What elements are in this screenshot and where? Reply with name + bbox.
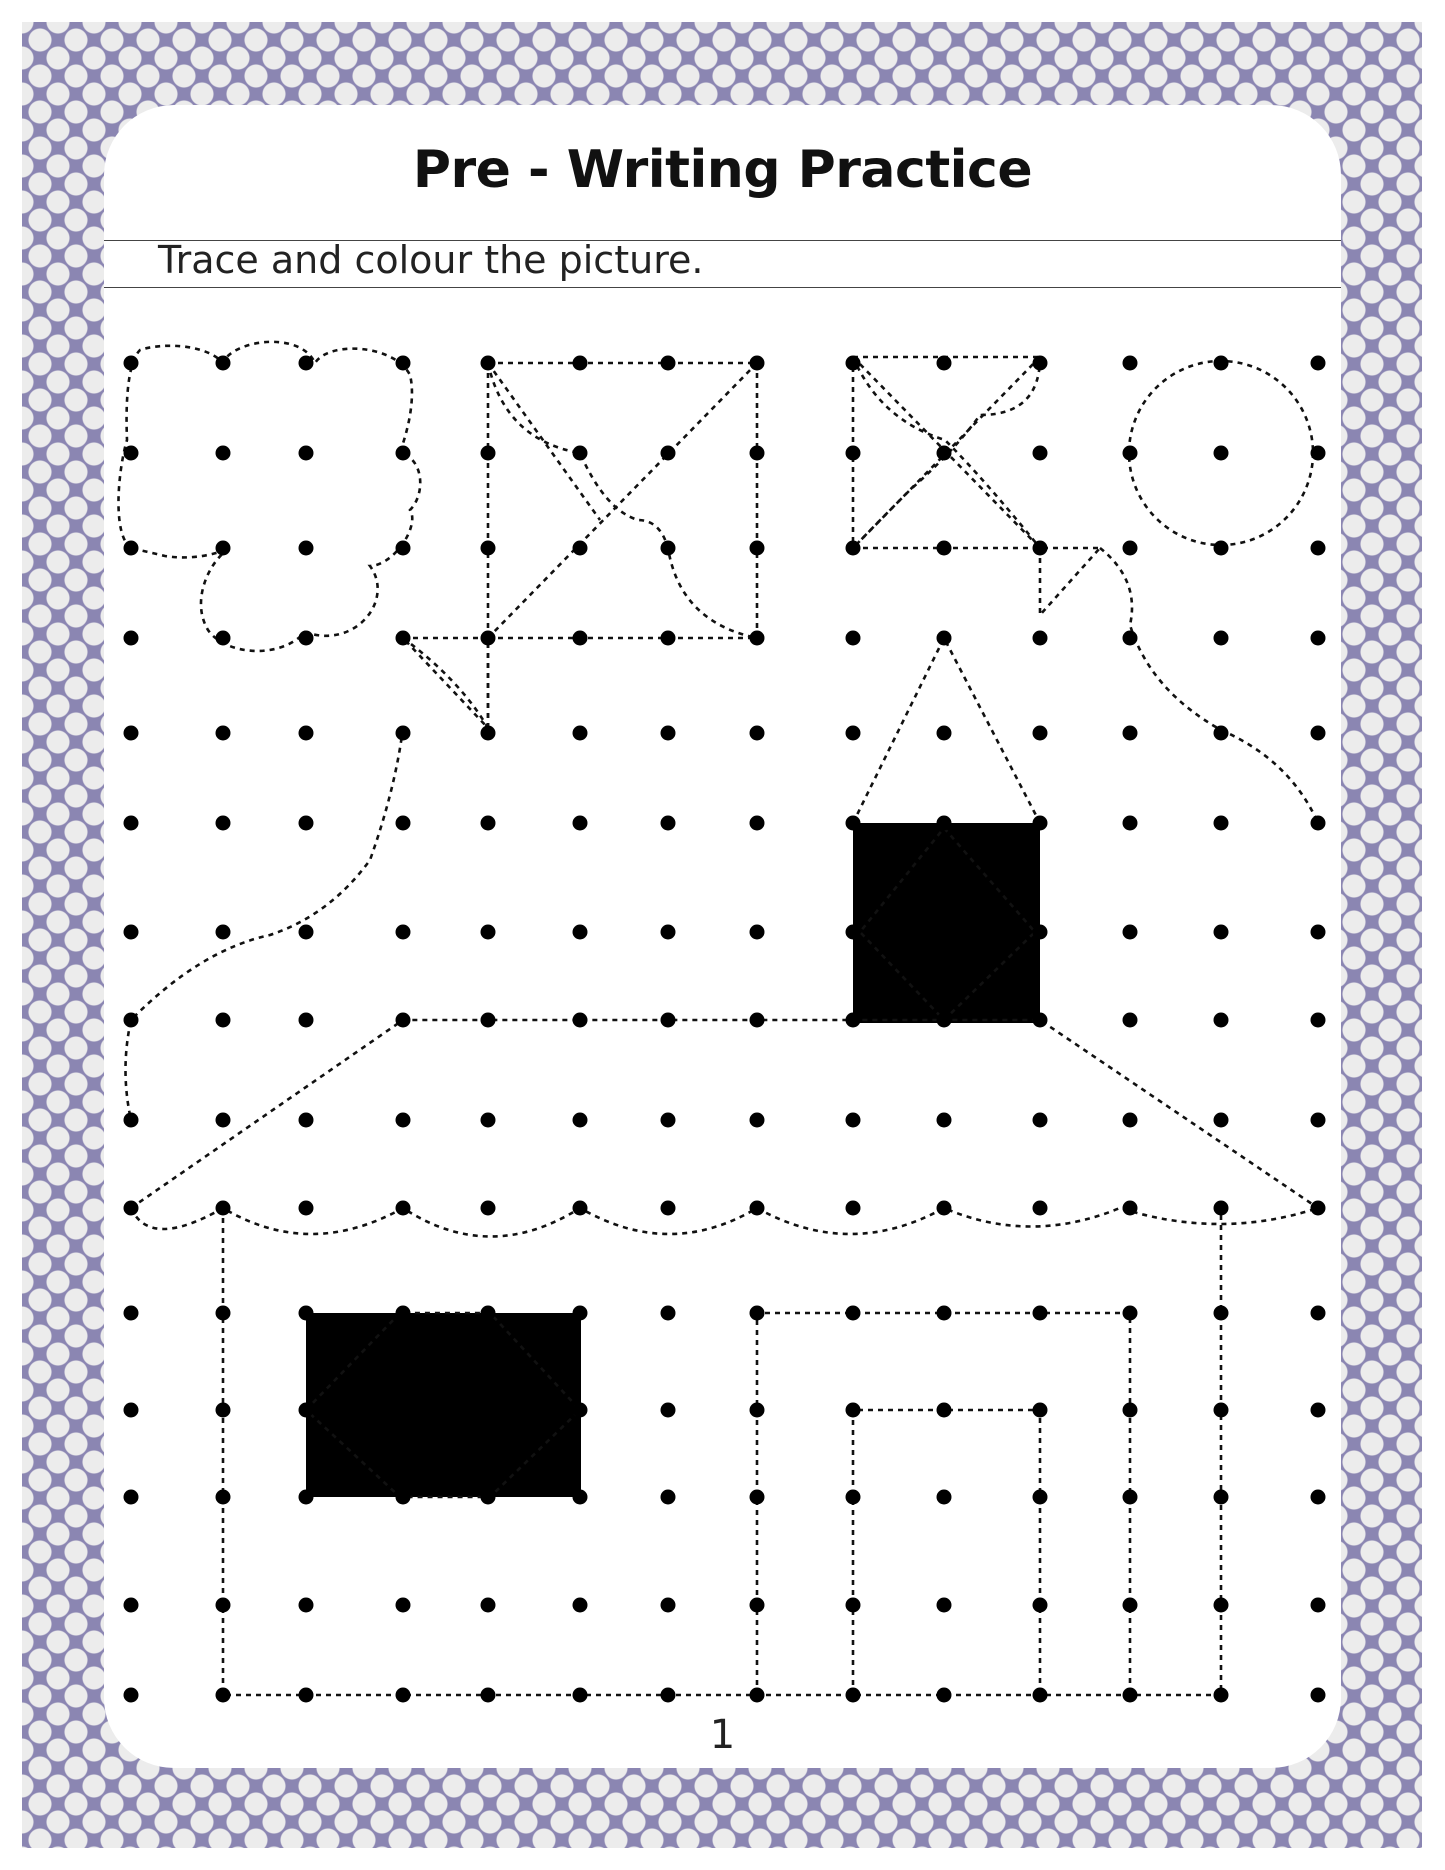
grid-dot <box>1123 1598 1138 1613</box>
grid-dot <box>1214 726 1229 741</box>
grid-dot <box>573 1490 588 1505</box>
grid-dot <box>299 925 314 940</box>
grid-dot <box>299 541 314 556</box>
grid-dot <box>396 541 411 556</box>
grid-dot <box>750 1201 765 1216</box>
grid-dot <box>1311 541 1326 556</box>
grid-dot <box>750 1598 765 1613</box>
grid-dot <box>299 1201 314 1216</box>
grid-dot <box>1311 1688 1326 1703</box>
grid-dot <box>937 925 952 940</box>
grid-dot <box>1033 816 1048 831</box>
grid-dot <box>846 1598 861 1613</box>
tower-body <box>853 823 1040 1023</box>
grid-dot <box>1033 925 1048 940</box>
grid-dot <box>299 1306 314 1321</box>
grid-dot <box>573 1688 588 1703</box>
grid-dot <box>750 1403 765 1418</box>
grid-dot <box>396 1113 411 1128</box>
grid-dot <box>1123 925 1138 940</box>
grid-dot <box>481 1113 496 1128</box>
grid-dot <box>846 631 861 646</box>
grid-dot <box>396 446 411 461</box>
grid-dot <box>216 541 231 556</box>
grid-dot <box>396 925 411 940</box>
grid-dot <box>661 726 676 741</box>
grid-dot <box>1123 1490 1138 1505</box>
grid-dot <box>1123 631 1138 646</box>
grid-dot <box>1214 541 1229 556</box>
grid-dot <box>937 726 952 741</box>
grid-dot <box>661 1598 676 1613</box>
cloud-shape <box>118 342 420 651</box>
grid-dot <box>124 1598 139 1613</box>
grid-dot <box>750 446 765 461</box>
grid-dot <box>1311 446 1326 461</box>
grid-dot <box>1033 1403 1048 1418</box>
grid-dot <box>661 541 676 556</box>
grid-dot <box>216 1201 231 1216</box>
grid-dot <box>846 356 861 371</box>
grid-dot <box>299 356 314 371</box>
grid-dot <box>1214 925 1229 940</box>
grid-dot <box>846 446 861 461</box>
grid-dot <box>937 446 952 461</box>
grid-dot <box>124 446 139 461</box>
grid-dot <box>396 1306 411 1321</box>
grid-dot <box>124 631 139 646</box>
grid-dot <box>661 446 676 461</box>
grid-dot <box>750 925 765 940</box>
grid-dot <box>750 356 765 371</box>
grid-dot <box>573 356 588 371</box>
grid-dot <box>216 1598 231 1613</box>
grid-dot <box>573 1013 588 1028</box>
grid-dot <box>481 631 496 646</box>
grid-dot <box>216 356 231 371</box>
grid-dot <box>481 1013 496 1028</box>
grid-dot <box>1033 356 1048 371</box>
grid-dot <box>299 1688 314 1703</box>
grid-dot <box>846 1403 861 1418</box>
kite-string-wave <box>126 728 404 1120</box>
grid-dot <box>216 1113 231 1128</box>
grid-dot <box>299 446 314 461</box>
grid-dot <box>750 1490 765 1505</box>
grid-dot <box>481 816 496 831</box>
grid-dot <box>846 1490 861 1505</box>
grid-dot <box>937 1113 952 1128</box>
grid-dot <box>937 1598 952 1613</box>
grid-dot <box>216 1688 231 1703</box>
window-frame <box>306 1313 581 1497</box>
grid-dot <box>1033 1201 1048 1216</box>
grid-dot <box>124 726 139 741</box>
grid-dot <box>750 816 765 831</box>
grid-dot <box>1123 816 1138 831</box>
grid-dot <box>846 1013 861 1028</box>
grid-dot <box>573 446 588 461</box>
instruction-text: Trace and colour the picture. <box>158 238 704 282</box>
grid-dot <box>1214 1201 1229 1216</box>
grid-dot <box>299 1598 314 1613</box>
grid-dot <box>299 726 314 741</box>
grid-dot <box>1123 1688 1138 1703</box>
grid-dot <box>573 726 588 741</box>
grid-dot <box>846 1306 861 1321</box>
grid-dot <box>937 1201 952 1216</box>
grid-dot <box>299 1403 314 1418</box>
grid-dot <box>937 1013 952 1028</box>
grid-dot <box>661 925 676 940</box>
tracing-lines <box>118 342 1318 1695</box>
grid-dot <box>299 631 314 646</box>
grid-dot <box>481 1403 496 1418</box>
grid-dot <box>396 816 411 831</box>
grid-dot <box>661 1688 676 1703</box>
grid-dot <box>299 816 314 831</box>
grid-dot <box>1311 1201 1326 1216</box>
grid-dot <box>1311 631 1326 646</box>
grid-dot <box>1214 1688 1229 1703</box>
grid-dot <box>396 1598 411 1613</box>
grid-dot <box>937 1688 952 1703</box>
grid-dot <box>1123 1306 1138 1321</box>
grid-dot <box>124 356 139 371</box>
grid-dot <box>481 1306 496 1321</box>
grid-dot <box>573 1403 588 1418</box>
grid-dot <box>216 816 231 831</box>
grid-dot <box>216 925 231 940</box>
grid-dot <box>937 816 952 831</box>
grid-dot <box>1033 1490 1048 1505</box>
grid-dot <box>216 1306 231 1321</box>
grid-dot <box>1033 1306 1048 1321</box>
grid-dot <box>846 925 861 940</box>
grid-dot <box>396 1490 411 1505</box>
grid-dot <box>481 1490 496 1505</box>
grid-dot <box>846 1688 861 1703</box>
grid-dot <box>124 925 139 940</box>
grid-dot <box>1033 446 1048 461</box>
grid-dot <box>124 1201 139 1216</box>
grid-dot <box>1123 1113 1138 1128</box>
grid-dot <box>750 1013 765 1028</box>
grid-dot <box>1033 1688 1048 1703</box>
grid-dot <box>396 1403 411 1418</box>
grid-dot <box>1214 631 1229 646</box>
grid-dot <box>1033 541 1048 556</box>
grid-dot <box>573 925 588 940</box>
grid-dot <box>750 541 765 556</box>
grid-dot <box>1214 1306 1229 1321</box>
grid-dot <box>1214 1403 1229 1418</box>
grid-dot <box>481 925 496 940</box>
grid-dot <box>1033 726 1048 741</box>
grid-dot <box>661 1013 676 1028</box>
grid-dot <box>573 541 588 556</box>
grid-dot <box>1123 1403 1138 1418</box>
grid-dot <box>124 1403 139 1418</box>
grid-dot <box>216 726 231 741</box>
grid-dot <box>481 726 496 741</box>
grid-dot <box>661 631 676 646</box>
grid-dot <box>124 1306 139 1321</box>
grid-dot <box>481 1688 496 1703</box>
grid-dot <box>216 631 231 646</box>
grid-dot <box>1214 1490 1229 1505</box>
grid-dot <box>299 1490 314 1505</box>
grid-dot <box>750 631 765 646</box>
kite-tail-wave <box>1100 548 1318 823</box>
grid-dot <box>396 1013 411 1028</box>
grid-dot <box>1311 726 1326 741</box>
grid-dot <box>396 1688 411 1703</box>
grid-dot <box>396 356 411 371</box>
worksheet-title: Pre - Writing Practice <box>412 140 1033 200</box>
grid-dot <box>1214 1113 1229 1128</box>
grid-dot <box>846 541 861 556</box>
grid-dot <box>661 1113 676 1128</box>
grid-dot <box>1033 631 1048 646</box>
grid-dot <box>1311 1598 1326 1613</box>
grid-dot <box>1214 1013 1229 1028</box>
grid-dot <box>937 1306 952 1321</box>
grid-dot <box>1311 1403 1326 1418</box>
grid-dot <box>661 816 676 831</box>
grid-dot <box>661 1490 676 1505</box>
grid-dot <box>661 356 676 371</box>
grid-dot <box>1214 356 1229 371</box>
grid-dot <box>1311 356 1326 371</box>
grid-dot <box>216 1013 231 1028</box>
grid-dot <box>846 1113 861 1128</box>
dot-grid <box>124 356 1326 1703</box>
grid-dot <box>216 446 231 461</box>
grid-dot <box>1214 446 1229 461</box>
grid-dot <box>124 541 139 556</box>
grid-dot <box>481 446 496 461</box>
grid-dot <box>750 1306 765 1321</box>
grid-dot <box>937 631 952 646</box>
grid-dot <box>661 1306 676 1321</box>
grid-dot <box>846 816 861 831</box>
grid-dot <box>1311 1113 1326 1128</box>
grid-dot <box>1123 356 1138 371</box>
grid-dot <box>937 1403 952 1418</box>
grid-dot <box>1311 925 1326 940</box>
grid-dot <box>937 1490 952 1505</box>
grid-dot <box>299 1113 314 1128</box>
grid-dot <box>573 631 588 646</box>
grid-dot <box>661 1201 676 1216</box>
grid-dot <box>1123 1201 1138 1216</box>
grid-dot <box>1123 446 1138 461</box>
grid-dot <box>1123 1013 1138 1028</box>
grid-dot <box>846 726 861 741</box>
grid-dot <box>124 816 139 831</box>
grid-dot <box>396 726 411 741</box>
grid-dot <box>750 726 765 741</box>
grid-dot <box>1311 1013 1326 1028</box>
grid-dot <box>1033 1598 1048 1613</box>
grid-dot <box>216 1403 231 1418</box>
grid-dot <box>124 1688 139 1703</box>
grid-dot <box>750 1688 765 1703</box>
grid-dot <box>396 1201 411 1216</box>
grid-dot <box>1214 1598 1229 1613</box>
grid-dot <box>299 1013 314 1028</box>
grid-dot <box>481 356 496 371</box>
grid-dot <box>573 1201 588 1216</box>
grid-dot <box>1311 816 1326 831</box>
grid-dot <box>750 1113 765 1128</box>
grid-dot <box>1123 726 1138 741</box>
grid-dot <box>937 356 952 371</box>
small-kite-shape <box>853 357 1100 615</box>
grid-dot <box>124 1113 139 1128</box>
grid-dot <box>573 816 588 831</box>
grid-dot <box>1033 1113 1048 1128</box>
page-number: 1 <box>709 1712 736 1758</box>
grid-dot <box>481 541 496 556</box>
grid-dot <box>573 1113 588 1128</box>
grid-dot <box>573 1598 588 1613</box>
grid-dot <box>1033 1013 1048 1028</box>
grid-dot <box>1214 816 1229 831</box>
grid-dot <box>481 1201 496 1216</box>
door-inner-frame <box>853 1410 1040 1695</box>
grid-dot <box>396 631 411 646</box>
grid-dot <box>1311 1306 1326 1321</box>
grid-dot <box>661 1403 676 1418</box>
grid-dot <box>937 541 952 556</box>
grid-dot <box>846 1201 861 1216</box>
grid-dot <box>1123 541 1138 556</box>
grid-dot <box>124 1013 139 1028</box>
grid-dot <box>216 1490 231 1505</box>
grid-dot <box>124 1490 139 1505</box>
grid-dot <box>481 1598 496 1613</box>
grid-dot <box>1311 1490 1326 1505</box>
grid-dot <box>573 1306 588 1321</box>
